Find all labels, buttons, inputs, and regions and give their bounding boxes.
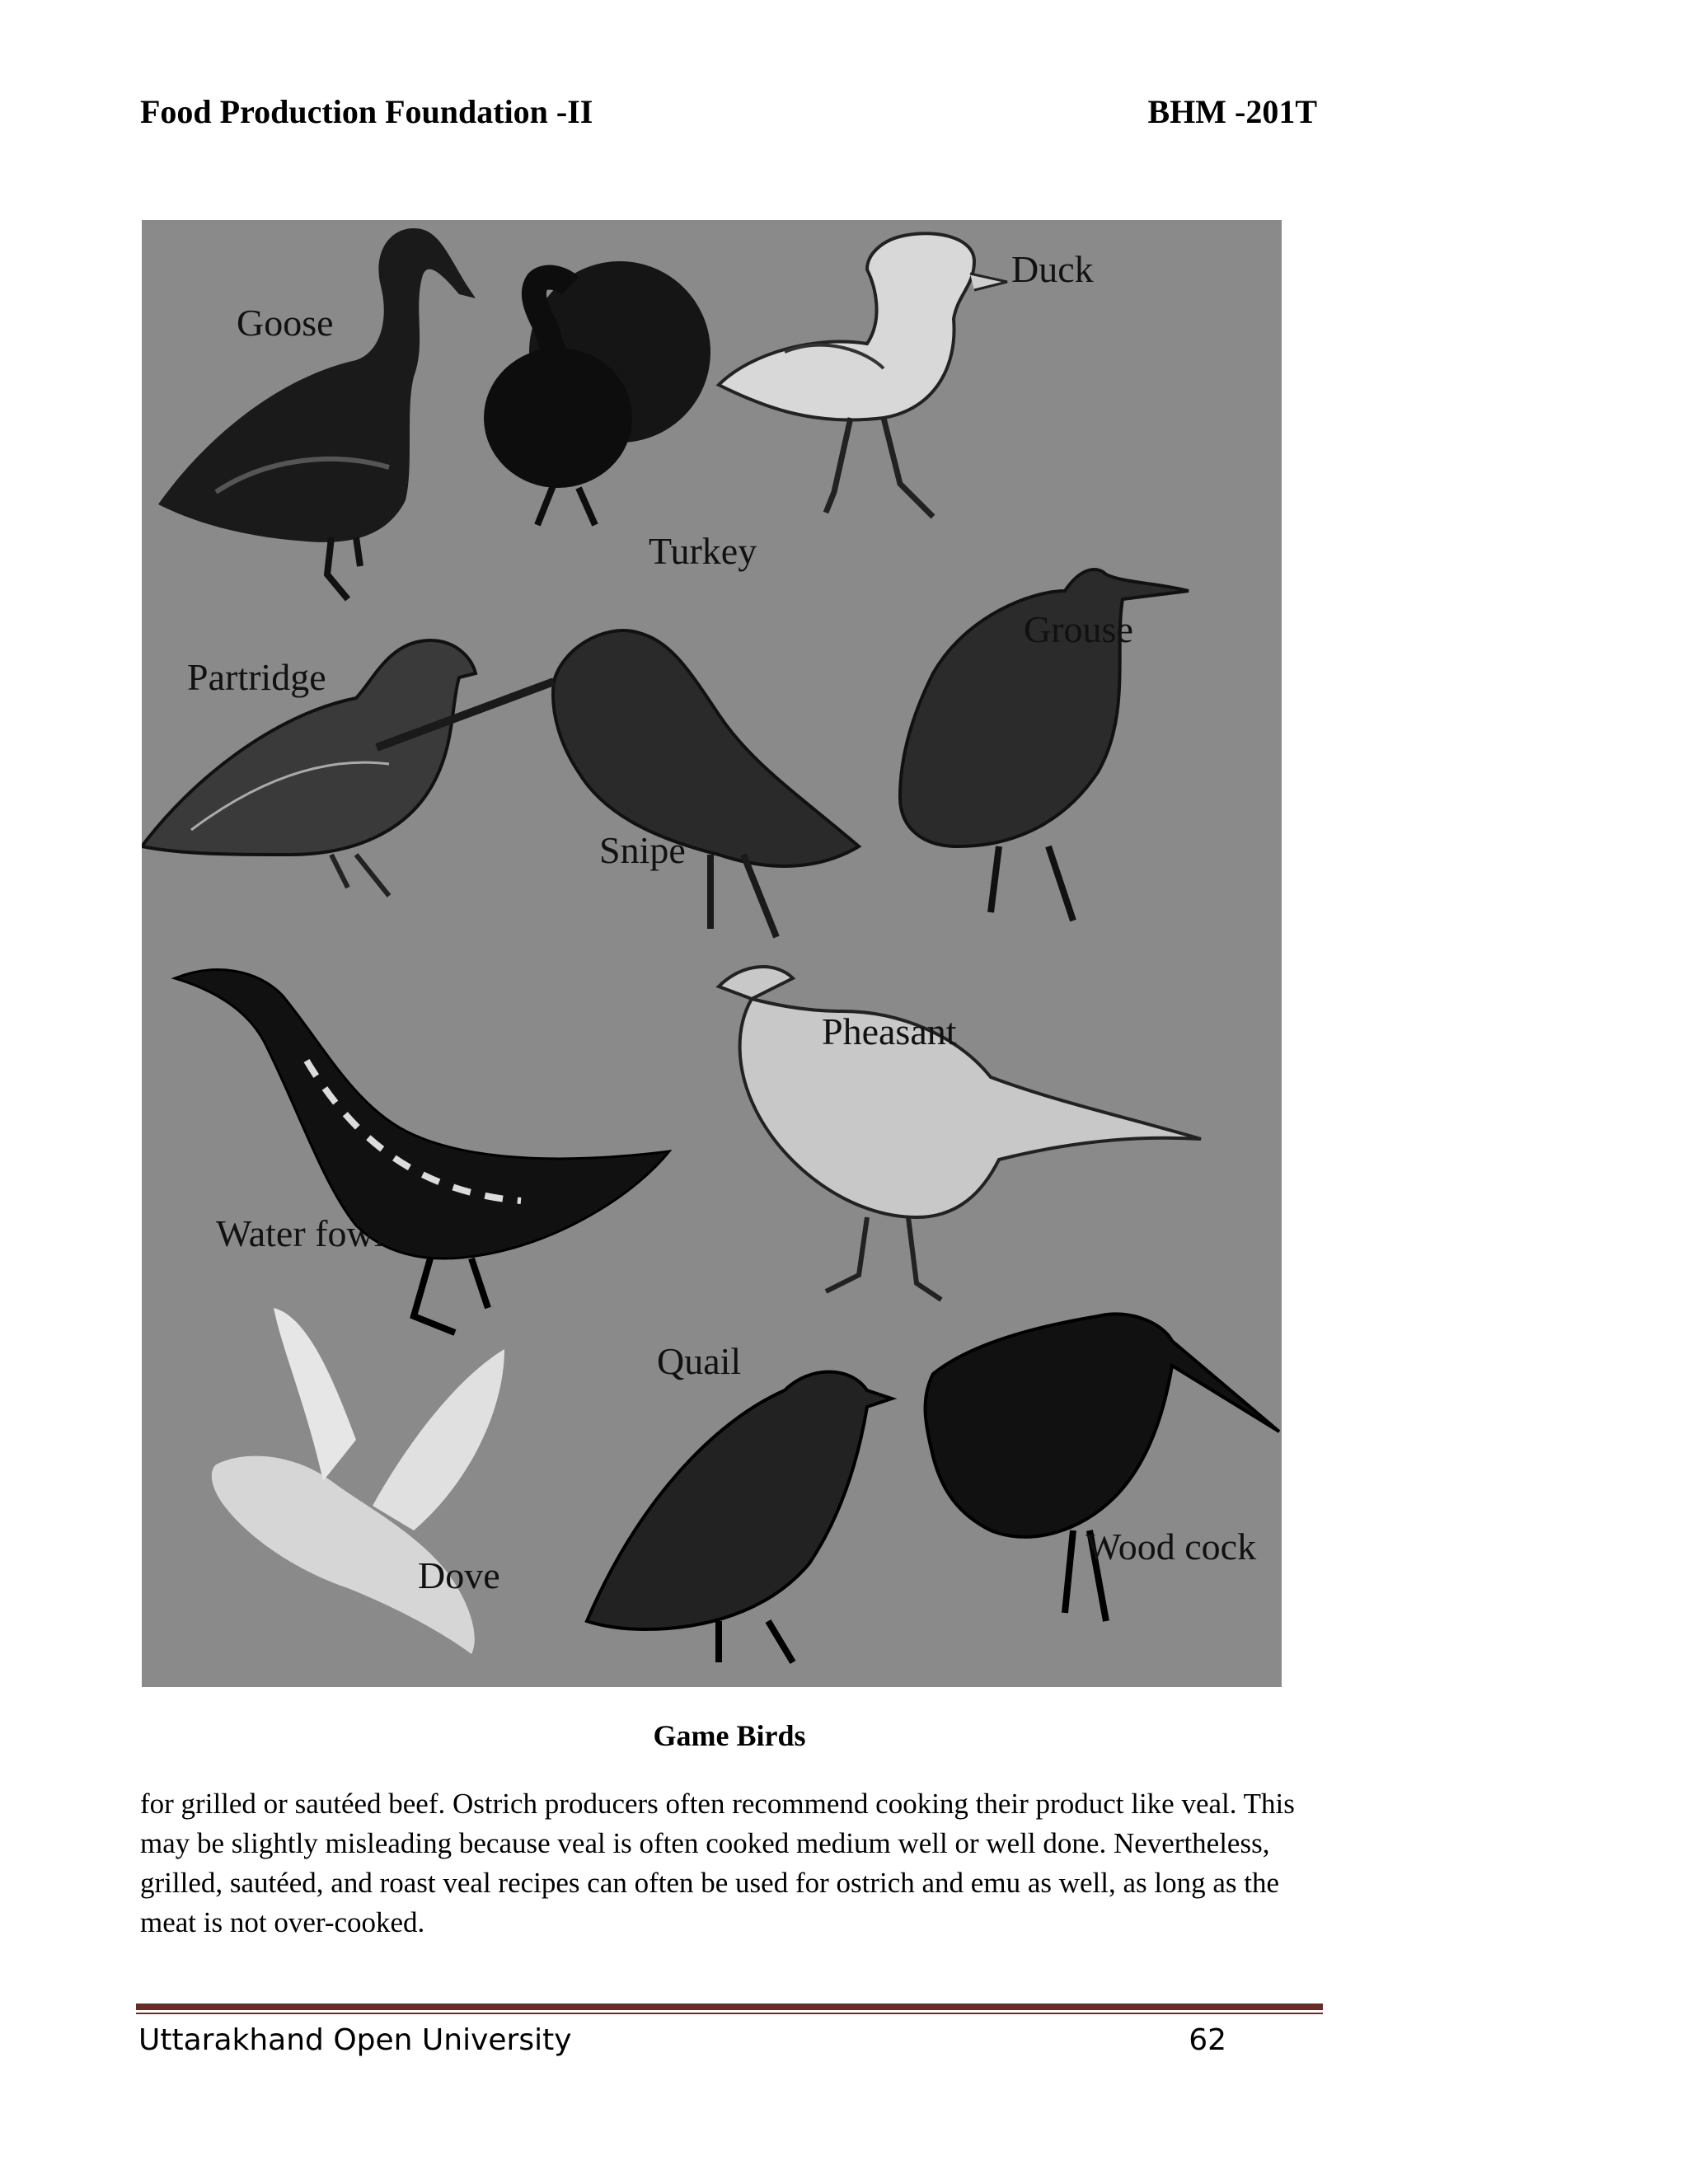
- pheasant-label: Pheasant: [822, 1010, 957, 1052]
- wood-cock-label: Wood cock: [1085, 1526, 1257, 1568]
- snipe-label: Snipe: [599, 829, 686, 871]
- page-header: [140, 92, 1317, 142]
- body-paragraph: for grilled or sautéed beef. Ostrich producers often recommend cooking their product like veal. This may be slightly misleading because veal is often cooked medium well or well done. Nevertheless, grilled, sautéed, and roast veal recipes can often be used for ostrich and emu as well, as long as the meat is not over-cooked.: [140, 1788, 1295, 1938]
- footer-divider: [136, 2004, 1323, 2010]
- footer-divider-thin: [136, 2013, 1323, 2014]
- water-fowl-label: Water fowl: [216, 1212, 385, 1254]
- goose-label: Goose: [237, 302, 334, 344]
- game-birds-figure: [142, 220, 1282, 1687]
- figure-caption: Game Birds: [653, 1719, 806, 1752]
- dove-label: Dove: [418, 1554, 500, 1596]
- course-title: Food Production Foundation -II: [140, 93, 593, 130]
- turkey-label: Turkey: [649, 530, 757, 572]
- game-birds-illustration: [142, 220, 1282, 1687]
- quail-label: Quail: [657, 1340, 742, 1382]
- page-footer: [138, 2023, 1226, 2073]
- page-number: 62: [1189, 2023, 1226, 2057]
- course-code: BHM -201T: [1147, 93, 1317, 130]
- partridge-label: Partridge: [187, 656, 326, 698]
- duck-label: Duck: [1011, 248, 1094, 290]
- institution-name: Uttarakhand Open University: [138, 2023, 572, 2057]
- grouse-label: Grouse: [1024, 608, 1133, 650]
